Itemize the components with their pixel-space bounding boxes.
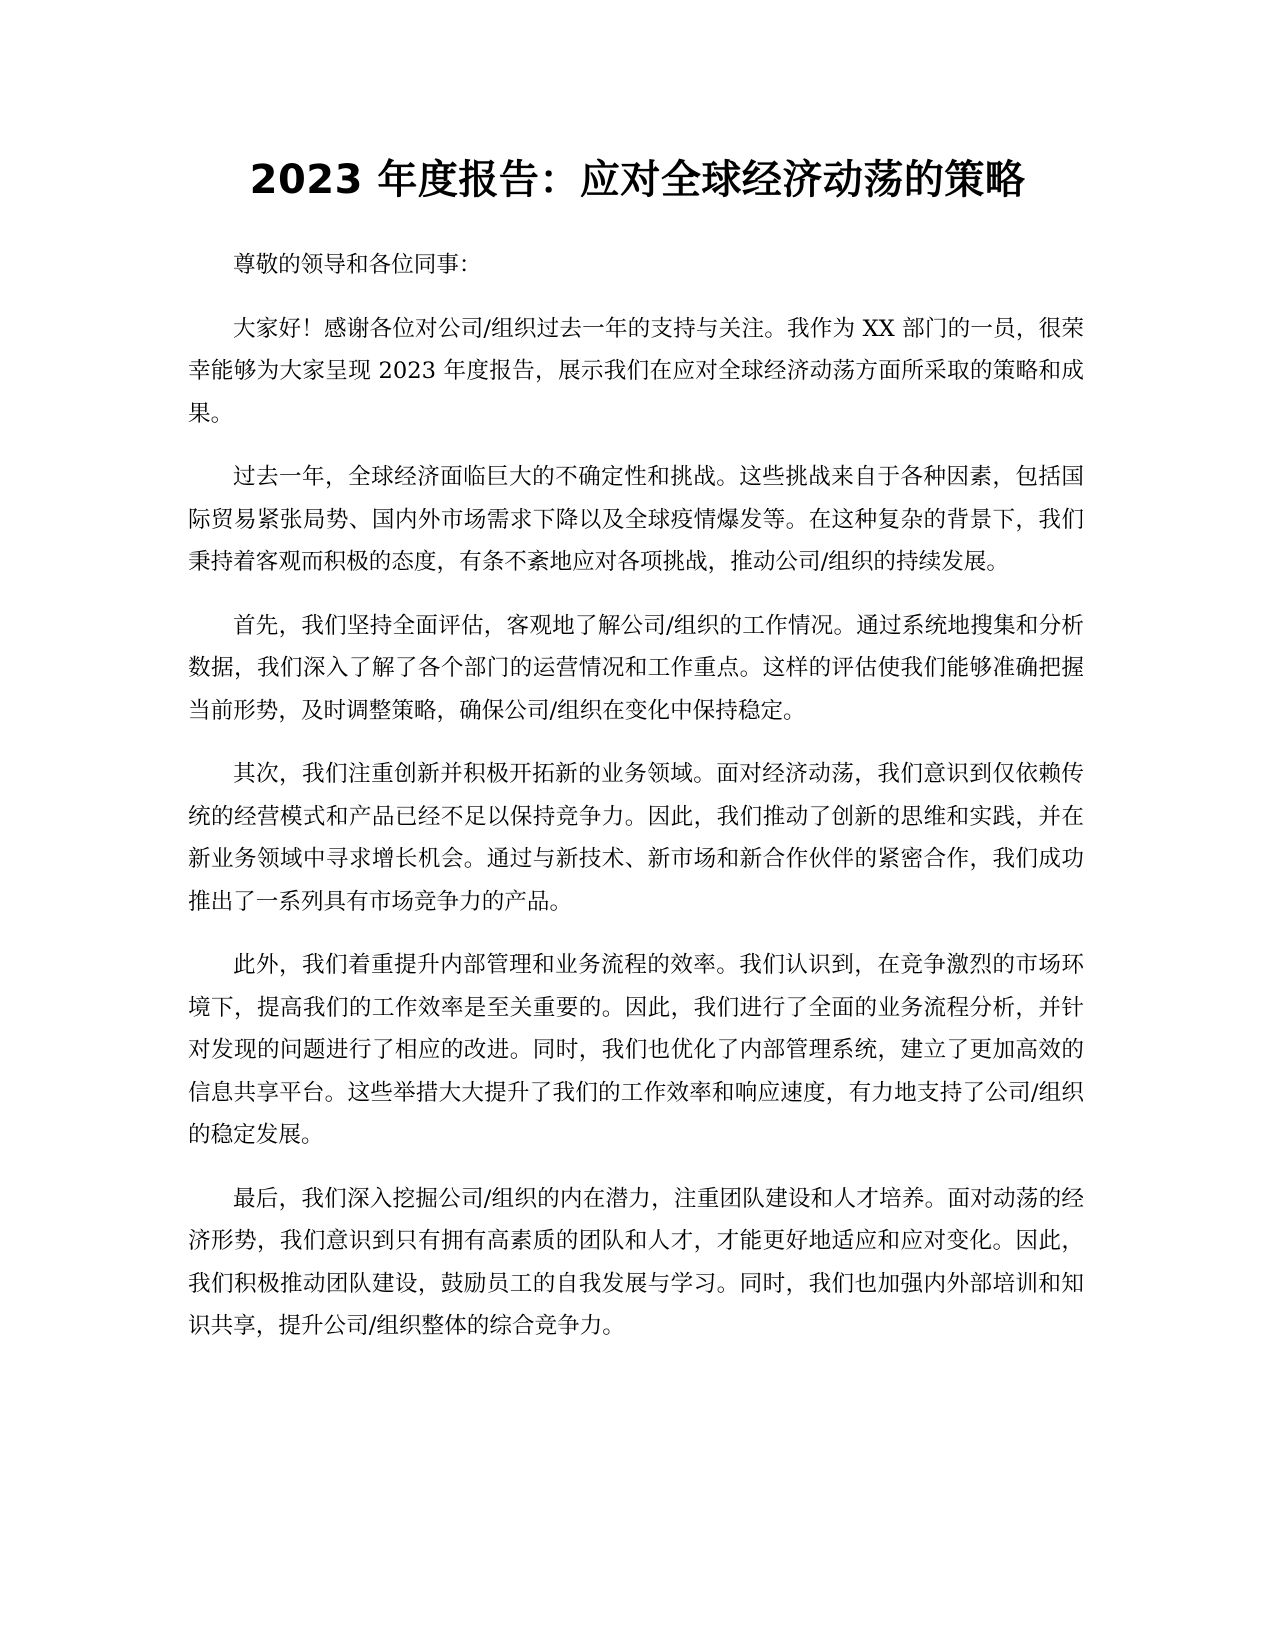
salutation: 尊敬的领导和各位同事： [233,252,482,278]
paragraph-innovation: 其次，我们注重创新并积极开拓新的业务领域。面对经济动荡，我们意识到仅依赖传统的经营模式和产品已经不足以保持竞争力。因此，我们推动了创新的思维和实践，并在新业务领域中寻求增长机会。通过与新技术、新市场和新合作伙伴的紧密合作，我们成功推出了一系列具有市场竞争力的产品。 [188,761,1084,915]
paragraph-talent: 最后，我们深入挖掘公司/组织的内在潜力，注重团队建设和人才培养。面对动荡的经济形势，我们意识到只有拥有高素质的团队和人才，才能更好地适应和应对变化。因此，我们积极推动团队建设，鼓励员工的自我发展与学习。同时，我们也加强内外部培训和知识共享，提升公司/组织整体的综合竞争力。 [188,1185,1084,1339]
document-body [188,244,1084,1369]
page-title: 2023 年度报告：应对全球经济动荡的策略 [249,157,1026,203]
paragraph-intro: 大家好！感谢各位对公司/组织过去一年的支持与关注。我作为 XX 部门的一员，很荣幸能够为大家呈现 2023 年度报告，展示我们在应对全球经济动荡方面所采取的策略和成果。 [188,315,1084,427]
paragraph-efficiency: 此外，我们着重提升内部管理和业务流程的效率。我们认识到，在竞争激烈的市场环境下，提高我们的工作效率是至关重要的。因此，我们进行了全面的业务流程分析，并针对发现的问题进行了相应的改进。同时，我们也优化了内部管理系统，建立了更加高效的信息共享平台。这些举措大大提升了我们的工作效率和响应速度，有力地支持了公司/组织的稳定发展。 [188,952,1084,1148]
paragraph-evaluation: 首先，我们坚持全面评估，客观地了解公司/组织的工作情况。通过系统地搜集和分析数据，我们深入了解了各个部门的运营情况和工作重点。这样的评估使我们能够准确把握当前形势，及时调整策略，确保公司/组织在变化中保持稳定。 [188,612,1084,724]
paragraph-background: 过去一年，全球经济面临巨大的不确定性和挑战。这些挑战来自于各种因素，包括国际贸易紧张局势、国内外市场需求下降以及全球疫情爆发等。在这种复杂的背景下，我们秉持着客观而积极的态度，有条不紊地应对各项挑战，推动公司/组织的持续发展。 [188,464,1084,575]
